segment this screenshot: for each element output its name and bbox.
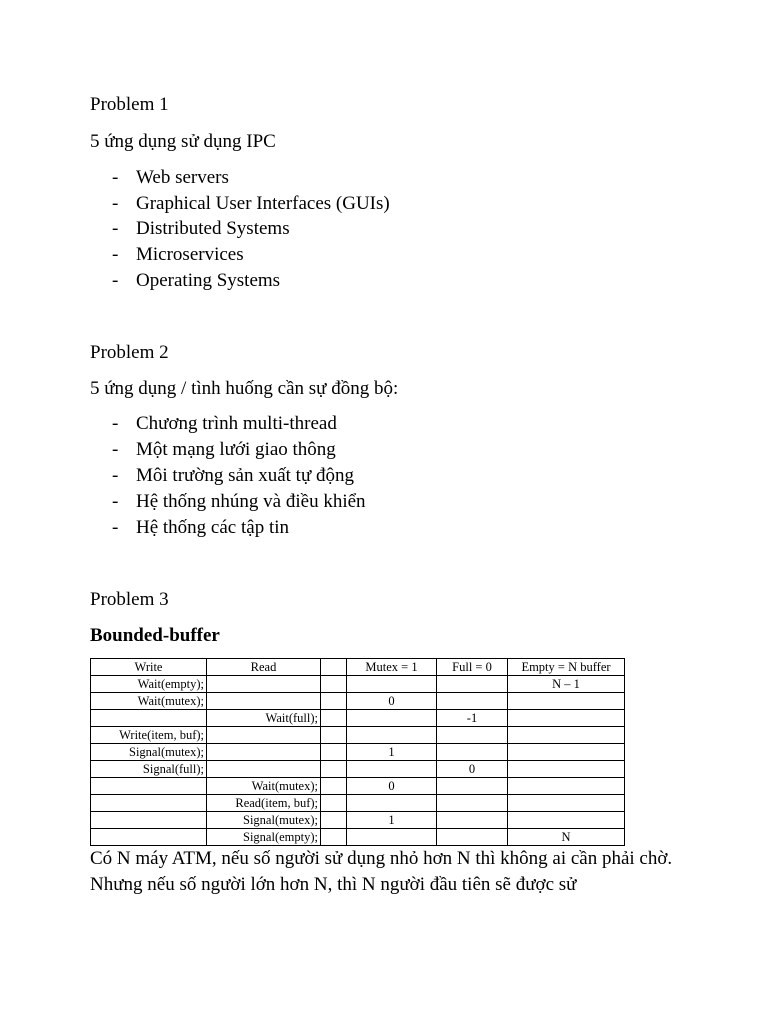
table-cell	[347, 710, 437, 727]
table-cell: -1	[437, 710, 508, 727]
table-cell: Signal(empty);	[207, 829, 321, 846]
table-cell	[321, 676, 347, 693]
table-cell	[321, 693, 347, 710]
list-item-text: Distributed Systems	[136, 218, 290, 239]
table-cell: 0	[347, 693, 437, 710]
table-cell	[508, 693, 625, 710]
bounded-buffer-table	[90, 658, 625, 846]
table-cell	[347, 795, 437, 812]
table-cell: 0	[437, 761, 508, 778]
table-cell	[321, 812, 347, 829]
list-item-text: Operating Systems	[136, 270, 281, 291]
table-cell	[91, 778, 207, 795]
table-cell	[508, 795, 625, 812]
bullet-dash: -	[112, 465, 119, 486]
table-cell	[347, 676, 437, 693]
table-cell	[508, 710, 625, 727]
table-cell	[321, 727, 347, 744]
table-row	[91, 812, 625, 829]
bullet-dash: -	[112, 218, 119, 239]
table-cell: N – 1	[508, 676, 625, 693]
table-cell	[91, 795, 207, 812]
list-item-text: Hệ thống nhúng và điều khiển	[136, 491, 366, 512]
list-item-text: Graphical User Interfaces (GUIs)	[136, 193, 390, 214]
table-header-row	[91, 659, 625, 676]
list-item-text: Một mạng lưới giao thông	[136, 439, 336, 460]
table-cell	[508, 778, 625, 795]
table-cell	[207, 676, 321, 693]
bullet-dash: -	[112, 413, 119, 434]
table-cell	[347, 727, 437, 744]
table-cell: Wait(mutex);	[91, 693, 207, 710]
bullet-dash: -	[112, 439, 119, 460]
table-cell	[508, 761, 625, 778]
table-cell	[437, 744, 508, 761]
table-row	[91, 744, 625, 761]
table-cell	[437, 829, 508, 846]
list-item-text: Microservices	[136, 244, 244, 265]
table-cell: 1	[347, 812, 437, 829]
list-item-text: Chương trình multi-thread	[136, 413, 337, 434]
table-cell: Write(item, buf);	[91, 727, 207, 744]
bullet-dash: -	[112, 270, 119, 291]
table-cell	[207, 744, 321, 761]
list-item-text: Hệ thống các tập tin	[136, 517, 290, 538]
table-cell	[437, 727, 508, 744]
table-cell	[508, 727, 625, 744]
table-cell	[91, 812, 207, 829]
table-row	[91, 778, 625, 795]
table-cell	[207, 761, 321, 778]
table-row	[91, 829, 625, 846]
table-cell	[91, 829, 207, 846]
table-cell	[437, 778, 508, 795]
table-cell: Wait(empty);	[91, 676, 207, 693]
table-cell: Wait(mutex);	[207, 778, 321, 795]
bullet-dash: -	[112, 193, 119, 214]
table-row	[91, 693, 625, 710]
bullet-dash: -	[112, 517, 119, 538]
table-row	[91, 676, 625, 693]
problem1-intro: 5 ứng dụng sử dụng IPC	[90, 131, 276, 152]
table-cell	[437, 693, 508, 710]
table-row	[91, 795, 625, 812]
problem3-heading: Problem 3	[90, 589, 169, 610]
table-row	[91, 761, 625, 778]
table-header-cell: Empty = N buffer	[508, 659, 625, 676]
table-cell	[437, 676, 508, 693]
table-cell: N	[508, 829, 625, 846]
table-header-cell	[321, 659, 347, 676]
table-cell	[321, 710, 347, 727]
table-header-cell: Read	[207, 659, 321, 676]
table-row	[91, 727, 625, 744]
table-cell	[437, 795, 508, 812]
table-cell: Signal(mutex);	[91, 744, 207, 761]
bullet-dash: -	[112, 167, 119, 188]
table-cell	[437, 812, 508, 829]
bullet-dash: -	[112, 244, 119, 265]
problem3-subheading: Bounded-buffer	[90, 625, 220, 646]
bullet-dash: -	[112, 491, 119, 512]
table-cell	[347, 761, 437, 778]
table-cell: Signal(full);	[91, 761, 207, 778]
list-item-text: Môi trường sản xuất tự động	[136, 465, 354, 486]
table-cell	[207, 693, 321, 710]
problem1-heading: Problem 1	[90, 94, 169, 115]
table-cell	[91, 710, 207, 727]
table-cell: 1	[347, 744, 437, 761]
table-cell: Read(item, buf);	[207, 795, 321, 812]
problem2-intro: 5 ứng dụng / tình huống cần sự đồng bộ:	[90, 378, 399, 399]
table-cell	[508, 744, 625, 761]
table-cell: 0	[347, 778, 437, 795]
table-cell	[508, 812, 625, 829]
table-header-cell: Write	[91, 659, 207, 676]
table-cell	[321, 778, 347, 795]
table-cell	[321, 795, 347, 812]
problem3-paragraph: Có N máy ATM, nếu số người sử dụng nhỏ hơn N thì không ai cần phải chờ. Nhưng nếu số người lớn hơn N, thì N người đầu tiên sẽ được sử	[90, 848, 673, 895]
problem2-heading: Problem 2	[90, 342, 169, 363]
table-header-cell: Mutex = 1	[347, 659, 437, 676]
table-cell	[207, 727, 321, 744]
table-cell: Wait(full);	[207, 710, 321, 727]
list-item-text: Web servers	[136, 167, 229, 188]
table-cell	[347, 829, 437, 846]
table-cell	[321, 829, 347, 846]
table-cell: Signal(mutex);	[207, 812, 321, 829]
table-header-cell: Full = 0	[437, 659, 508, 676]
table-cell	[321, 744, 347, 761]
table-row	[91, 710, 625, 727]
table-cell	[321, 761, 347, 778]
